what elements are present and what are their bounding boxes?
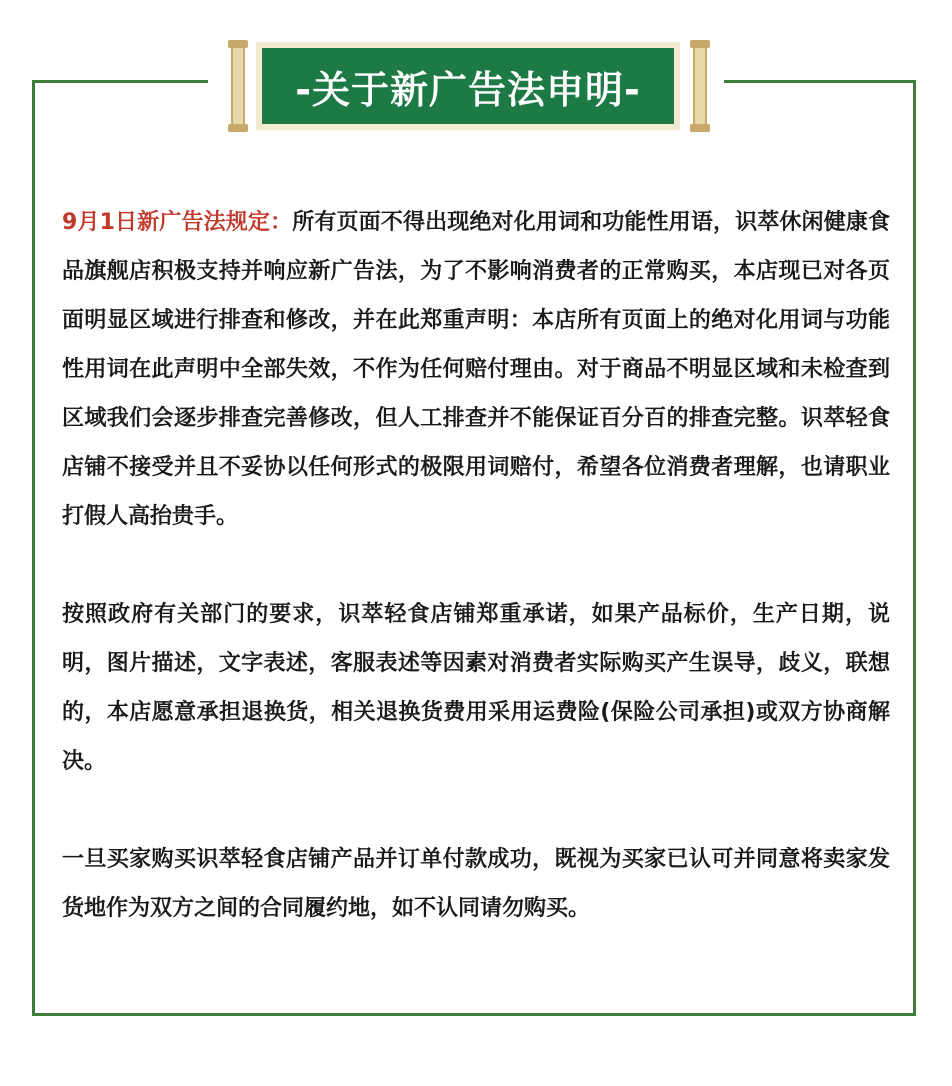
rod-shaft bbox=[693, 48, 707, 124]
paragraph-contract-location: 一旦买家购买识萃轻食店铺产品并订单付款成功，既视为买家已认可并同意将卖家发货地作为双方之间的合同履约地，如不认同请勿购买。 bbox=[62, 847, 890, 921]
rod-shaft bbox=[231, 48, 245, 124]
rod-cap-top bbox=[690, 40, 710, 48]
scroll-rod-right bbox=[690, 40, 710, 132]
ad-law-date-heading: 9月1日新广告法规定： bbox=[62, 210, 293, 235]
ad-law-statement: 所有页面不得出现绝对化用词和功能性用语，识萃休闲健康食品旗舰店积极支持并响应新广告法，为了不影响消费者的正常购买，本店现已对各页面明显区域进行排查和修改，并在此郑重声明：本店所有页面上的绝对化用词与功能性用词在此声明中全部失效，不作为任何赔付理由。对于商品不明显区域和未检查到区域我们会逐步排查完善修改，但人工排查并不能保证百分百的排查完整。识萃轻食店铺不接受并且不妥协以任何形式的极限用词赔付，希望各位消费者理解，也请职业打假人高抬贵手。 bbox=[62, 210, 890, 529]
rod-cap-top bbox=[228, 40, 248, 48]
rod-cap-bottom bbox=[228, 124, 248, 132]
notice-content bbox=[62, 198, 890, 933]
paragraph-commitment: 按照政府有关部门的要求，识萃轻食店铺郑重承诺，如果产品标价，生产日期，说明，图片描述，文字表述，客服表述等因素对消费者实际购买产生误导，歧义，联想的，本店愿意承担退换货，相关退换货费用采用运费险(保险公司承担)或双方协商解决。 bbox=[62, 602, 890, 774]
title-banner bbox=[256, 42, 680, 130]
scroll-rod-left bbox=[228, 40, 248, 132]
paragraph-ad-law bbox=[62, 198, 890, 541]
page-title: -关于新广告法申明- bbox=[295, 67, 641, 112]
rod-cap-bottom bbox=[690, 124, 710, 132]
title-banner-inner bbox=[262, 48, 674, 124]
